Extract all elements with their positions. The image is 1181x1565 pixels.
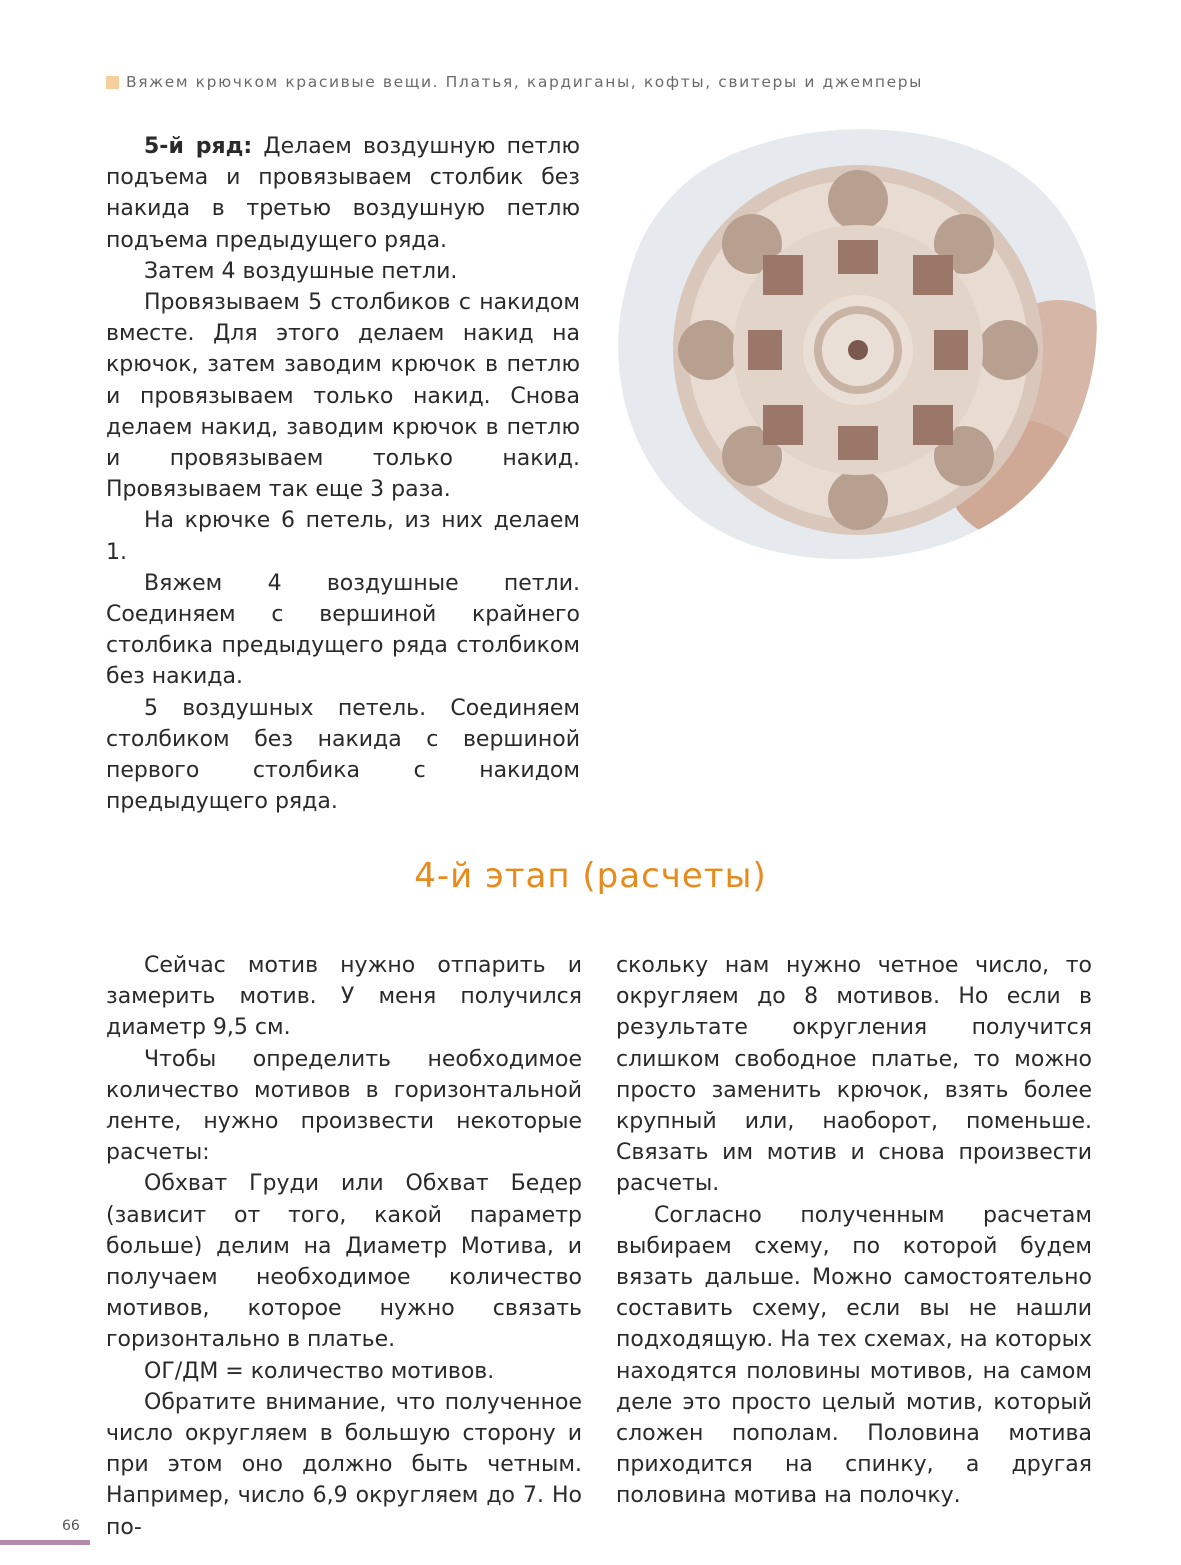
paragraph: На крючке 6 петель, из них делаем 1. [106,508,580,565]
left-text-column [106,950,582,1543]
paragraph: Провязываем 5 столбиков с накидом вместе. Для этого делаем накид на крючок, затем заводим крючок в петлю и провязываем только накид. Снова делаем накид, заводим крючок в петлю и провязываем только накид. Провязываем так еще 3 раза. [106,290,580,503]
paragraph: Чтобы определить необходимое количество мотивов в горизонтальной ленте, нужно произвести некоторые расчеты: [106,1046,582,1166]
paragraph: ОГ/ДМ = количество мотивов. [144,1358,495,1384]
page-decoration-bar [0,1540,90,1545]
paragraph: Обратите внимание, что полученное число округляем в большую сторону и при этом оно должно быть четным. Например, число 6,9 округляем до 7. Но по- [106,1389,582,1540]
row-label: 5-й ряд: [144,134,253,159]
row5-text: Делаем воздушную петлю подъема и провязываем столбик без накида в третью воздушную петлю подъема предыдущего ряда. [106,134,580,253]
paragraph-row5 [106,131,580,256]
running-header [106,70,1006,94]
paragraph: 5 воздушных петель. Соединяем столбиком без накида с вершиной первого столбика с накидом предыдущего ряда. [106,695,580,815]
section-heading: 4-й этап (расчеты) [414,856,767,896]
paragraph: Сейчас мотив нужно отпарить и замерить мотив. У меня получился диаметр 9,5 см. [106,953,582,1041]
header-marker-icon [106,76,119,89]
paragraph: Согласно полученным расчетам выбираем схему, по которой будем вязать дальше. Можно самостоятельно составить схему, если вы не нашли подходящую. На тех схемах, на которых находятся половины мотивов, на самом деле это просто целый мотив, который сложен пополам. Половина мотива приходится на спинку, а другая половина мотива на полочку. [616,1202,1092,1509]
paragraph: Обхват Груди или Обхват Бедер (зависит от того, какой параметр больше) делим на Диаметр Мотива, и получаем необходимое количество мотивов, которое нужно связать горизонтально в платье. [106,1171,582,1353]
book-title: Вяжем крючком красивые вещи. Платья, кардиганы, кофты, свитеры и джемперы [126,73,924,91]
paragraph: Вяжем 4 воздушные петли. Соединяем с вершиной крайнего столбика предыдущего ряда столбиком без накида. [106,570,580,690]
paragraph: скольку нам нужно четное число, то округляем до 8 мотивов. Но если в результате округления получится слишком свободное платье, то можно просто заменить крючок, взять более крупный или, наоборот, поменьше. Связать им мотив и снова произвести расчеты. [616,953,1092,1197]
top-text-column [106,131,580,817]
page-number: 66 [62,1518,80,1534]
right-text-column [616,950,1092,1512]
crochet-motif-photo [618,120,1104,560]
paragraph: Затем 4 воздушные петли. [144,258,458,284]
